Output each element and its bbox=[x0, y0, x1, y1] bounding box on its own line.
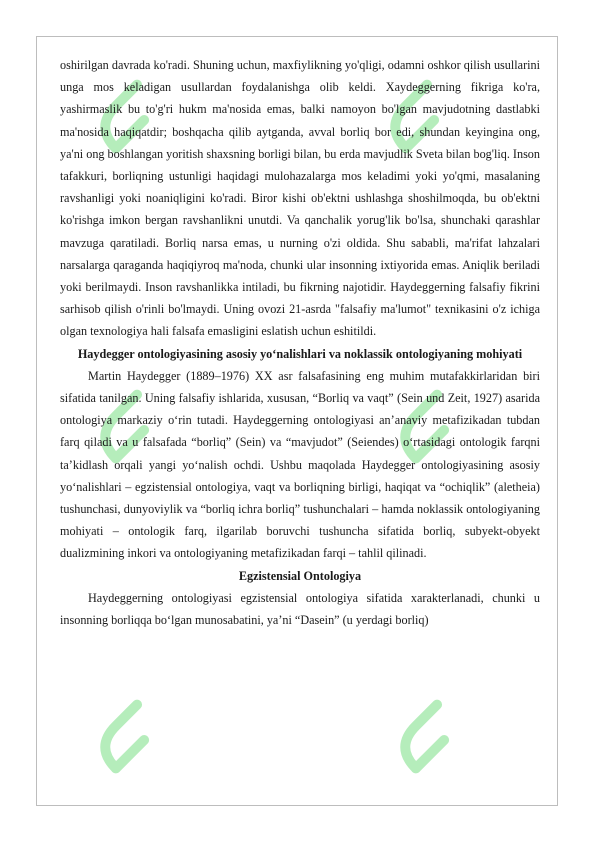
body-paragraph: Martin Haydegger (1889–1976) XX asr falsafasining eng muhim mutafakkirlaridan biri sifatida tanilgan. Uning falsafiy ishlarida, xususan, “Borliq va vaqt” (Sein und Zeit, 1927) asarida ontologiya markaziy o‘rin tutadi. Haydeggerning ontologiyasi an’anaviy metafizikadan tubdan farq qiladi va u falsafada “borliq” (Sein) va “mavjudot” (Seiendes) o‘rtasidagi ontologik farqni ta’kidlash orqali yangi yo‘nalish ochdi. Ushbu maqolada Haydegger ontologiyasining asosiy yo‘nalishlari – egzistensial ontologiya, vaqt va borliqning birligi, haqiqat va “ochiqlik” (aletheia) tushunchasi, dunyoviylik va “borliq ichra borliq” tushunchalari – hamda noklassik ontologiyaning mohiyati – ontologik farq, ilgarilab boruvchi tushuncha sifatida borliq, subyekt-obyekt dualizmining inkori va ontologiyaning metafizikadan farqi – tahlil qilinadi. bbox=[60, 368, 540, 561]
section-heading: Haydegger ontologiyasining asosiy yo‘nalishlari va noklassik ontologiyaning mohiyati bbox=[77, 346, 523, 361]
section-heading: Egzistensial Ontologiya bbox=[238, 568, 362, 583]
document-body bbox=[60, 54, 540, 631]
body-paragraph: Haydeggerning ontologiyasi egzistensial ontologiya sifatida xarakterlanadi, chunki u insonning borliqqa bo‘lgan munosabatini, ya’ni “Dasein” (u yerdagi borliq) bbox=[60, 590, 540, 628]
body-paragraph: oshirilgan davrada ko'radi. Shuning uchun, maxfiylikning yo'qligi, odamni oshkor qilish usullarini unga mos keladigan usullardan foydalanishga olib keldi. Xaydeggerning fikriga ko'ra, yashirmaslik bu to'g'ri hukm ma'nosida emas, balki namoyon bo'lgan mavjudotning dastlabki ma'nosida haqiqatdir; boshqacha qilib aytganda, avval borliq bor edi, shundan keyingina ong, ya'ni ong boshlangan yoritish shaxsning borligi bilan, bu erda mavjudlik Sveta bilan bog'liq. Inson tafakkuri, borliqning ustunligi haqidagi mulohazalarga mos keladimi yoki yo'qmi, masalaning ravshanligi yoki noaniqligini ko'radi. Biror kishi ob'ektni ushlashga shoshilmoqda, bu ob'ektni ko'rishga imkon bergan ravshanlikni unutdi. Va qanchalik yorug'lik bo'lsa, shunchaki qarashlar mavzuga qaratiladi. Borliq narsa emas, u nurning o'zi oldida. Shu sababli, ma'rifat lahzalari narsalarga qaraganda haqiqiyroq ma'noda, chunki ular insonning ixtiyorida emas. Aniqlik beriladi yoki berilmaydi. Inson ravshanlikka intiladi, bu fikrning najotidir. Haydeggerning falsafiy fikrini sarhisob qilish o'rinli bo'lmaydi. Uning ovozi 21-asrda "falsafiy ma'lumot" texnikasini o'z ichiga olgan texnologiya hali falsafa emasligini eslatish uchun eshitildi. bbox=[60, 58, 540, 339]
